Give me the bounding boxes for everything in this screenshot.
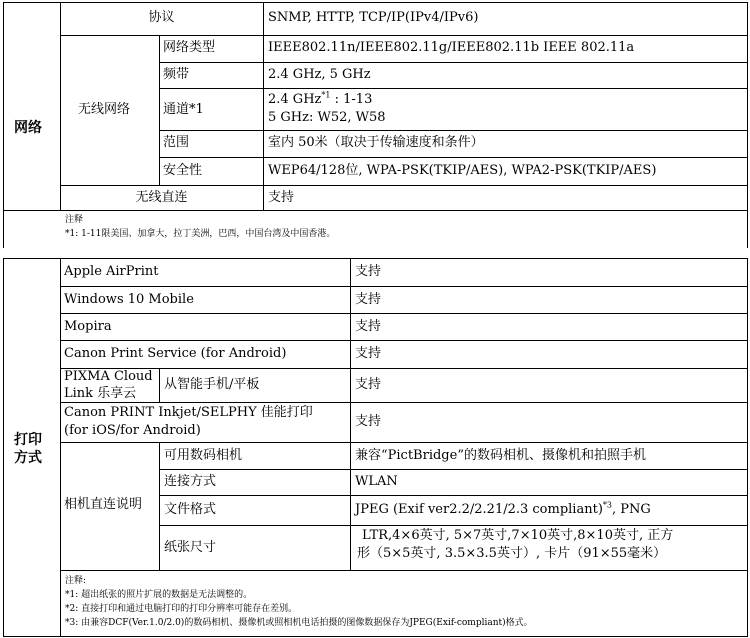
canon-print-service-label: Canon Print Service (for Android) (64, 346, 287, 361)
band-value: 2.4 GHz, 5 GHz (268, 67, 371, 82)
file-format-jpeg: JPEG (Exif ver2.2/2.21/2.3 compliant) (355, 502, 603, 517)
security-label: 安全性 (163, 163, 203, 178)
win10-value: 支持 (355, 292, 382, 307)
print-notes-title: 注释: (65, 576, 87, 586)
range-label: 范围 (163, 135, 190, 150)
inkjet-value: 支持 (355, 414, 382, 429)
mopira-label: Mopira (64, 319, 112, 334)
channel-24-text: 2.4 GHz (268, 92, 322, 107)
network-note-1: *1: 1-11限美国、加拿大，拉丁美洲，巴西，中国台湾及中国香港。 (65, 229, 336, 239)
wireless-direct-value: 支持 (268, 190, 295, 205)
connection-value: WLAN (355, 474, 398, 489)
file-format-value (355, 502, 651, 518)
band-label: 频带 (163, 67, 190, 82)
cloud-value: 支持 (355, 377, 382, 392)
paper-size-line1: LTR,4×6英寸, 5×7英寸,7×10英寸,8×10英寸, 正方 (362, 528, 674, 543)
range-value: 室内 50米（取决于传输速度和条件） (268, 135, 484, 150)
print-section-label-2: 方式 (14, 450, 42, 466)
channel-value-line2: 5 GHz: W52, W58 (268, 110, 386, 125)
network-notes-title: 注释 (65, 215, 84, 225)
security-value: WEP64/128位, WPA-PSK(TKIP/AES), WPA2-PSK(TKIP/AES) (268, 163, 657, 178)
print-section-label-1: 打印 (14, 432, 42, 448)
camera-type-label: 可用数码相机 (164, 448, 243, 463)
wireless-label: 无线网络 (78, 102, 131, 117)
print-note-3: *3: 由兼容DCF(Ver.1.0/2.0)的数码相机、摄像机或照相机电话拍摄的图像数据保存为JPEG(Exif-compliant)格式。 (65, 618, 533, 628)
connection-label: 连接方式 (164, 474, 217, 489)
wireless-direct-label: 无线直连 (135, 190, 188, 205)
airprint-value: 支持 (355, 264, 382, 279)
mopira-value: 支持 (355, 319, 382, 334)
network-type-label: 网络类型 (163, 40, 216, 55)
camera-direct-label: 相机直连说明 (64, 497, 143, 512)
cloud-label-1: PIXMA Cloud (64, 369, 153, 384)
cloud-label-2: Link 乐享云 (64, 386, 137, 401)
protocol-label: 协议 (148, 10, 175, 25)
channel-footnote-mark: *1 (321, 90, 331, 100)
canon-print-service-value: 支持 (355, 346, 382, 361)
paper-size-line2: 形（5×5英寸, 3.5×3.5英寸）, 卡片（91×55毫米） (357, 546, 667, 561)
channel-label: 通道*1 (163, 102, 204, 117)
channel-24-range: : 1-13 (334, 92, 373, 107)
channel-value-line1 (268, 92, 372, 108)
win10-label: Windows 10 Mobile (64, 292, 194, 307)
file-format-png: , PNG (611, 502, 651, 517)
inkjet-label-1: Canon PRINT Inkjet/SELPHY 佳能打印 (64, 405, 313, 420)
inkjet-label-2: (for iOS/for Android) (64, 423, 201, 438)
print-note-2: *2: 直接打印和通过电脑打印的打印分辨率可能存在差别。 (65, 604, 298, 614)
camera-type-value: 兼容“PictBridge”的数码相机、摄像机和拍照手机 (355, 448, 646, 463)
print-note-1: *1: 超出纸张的照片扩展的数据是无法调整的。 (65, 590, 253, 600)
file-format-label: 文件格式 (164, 502, 217, 517)
airprint-label: Apple AirPrint (64, 264, 159, 279)
protocol-value: SNMP, HTTP, TCP/IP(IPv4/IPv6) (268, 10, 479, 25)
network-section-label: 网络 (14, 120, 42, 136)
network-type-value: IEEE802.11n/IEEE802.11g/IEEE802.11b IEEE 802.11a (268, 40, 635, 55)
file-format-footnote-mark: *3 (602, 500, 612, 510)
paper-size-label: 纸张尺寸 (164, 540, 217, 555)
cloud-sub-label: 从智能手机/平板 (164, 377, 260, 392)
